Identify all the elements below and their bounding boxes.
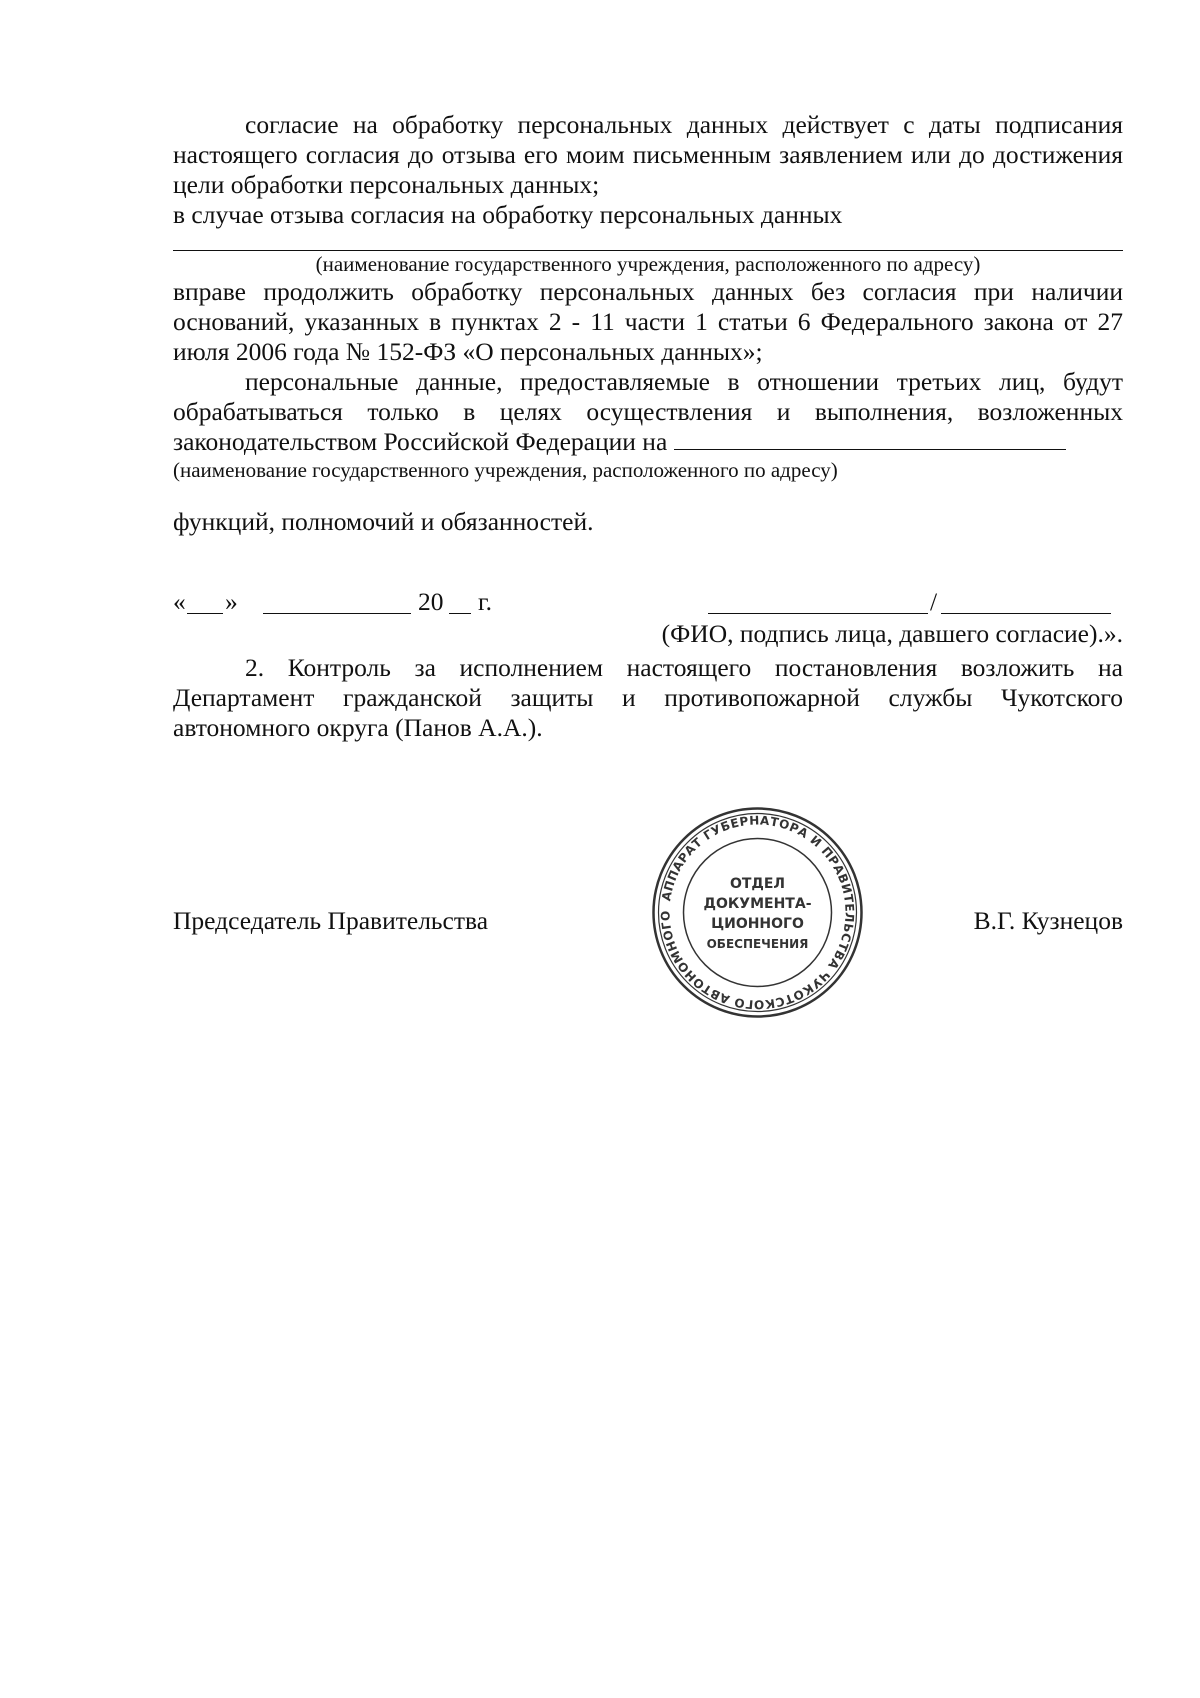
svg-text:ОТДЕЛ: ОТДЕЛ [729,876,786,892]
blank-month [263,591,411,614]
document-page [173,110,1123,743]
signatory-title: Председатель Правительства [173,906,489,935]
paragraph-control: 2. Контроль за исполнением настоящего постановления возложить на Департамент гражданской защиты и противопожарной службы Чукотского автономного округа (Панов А.А.). [173,653,1123,742]
svg-text:АППАРАТ ГУБЕРНАТОРА И ПРАВИТЕЛ: АППАРАТ ГУБЕРНАТОРА И ПРАВИТЕЛЬСТВА ЧУКОТСКОГО АВТОНОМНОГО [658,813,857,1012]
signature-slash: / [930,587,938,616]
signature-block [173,906,1123,936]
svg-text:ОБЕСПЕЧЕНИЯ: ОБЕСПЕЧЕНИЯ [706,937,809,951]
svg-text:ДОКУМЕНТА-: ДОКУМЕНТА- [703,896,812,912]
paragraph-consent-validity: согласие на обработку персональных данных действует с даты подписания настоящего согласия до отзыва его моим письменным заявлением или до достижения цели обработки персональных данных; [173,110,1123,199]
caption-institution-2: (наименование государственного учреждения, расположенного по адресу) [173,458,838,482]
caption-institution-1: (наименование государственного учреждения, расположенного по адресу) [315,252,981,276]
paragraph-third-parties-end [173,427,1123,457]
blank-year [449,591,471,614]
seal-graphic [650,805,865,1020]
caption-signature: (ФИО, подпись лица, давшего согласие).». [661,619,1123,648]
paragraph-third-parties: персональные данные, предоставляемые в отношении третьих лиц, будут обрабатываться только в целях осуществления и выполнения, возложенных [173,367,1123,426]
line-revocation: в случае отзыва согласия на обработку персональных данных [173,200,843,229]
third-parties-text: законодательством Российской Федерации на [173,427,668,456]
date-year-prefix: 20 [418,587,444,616]
blank-institution-line-2 [674,427,1066,450]
official-seal [650,805,865,1020]
date-close-quote: » [225,587,238,616]
blank-name [708,591,928,614]
line-functions: функций, полномочий и обязанностей. [173,507,594,536]
date-open-quote: « [173,587,186,616]
blank-day [187,591,223,614]
date-year-suffix: г. [478,587,492,616]
paragraph-continue-processing: вправе продолжить обработку персональных данных без согласия при наличии оснований, указанных в пунктах 2 - 11 части 1 статьи 6 Федерального закона от 27 июля 2006 года № 152-ФЗ «О персональных данных»; [173,277,1123,366]
signatory-name: В.Г. Кузнецов [973,906,1123,935]
date-signature-row [173,587,1123,617]
svg-text:ЦИОННОГО: ЦИОННОГО [711,916,804,932]
blank-signature [941,591,1111,614]
